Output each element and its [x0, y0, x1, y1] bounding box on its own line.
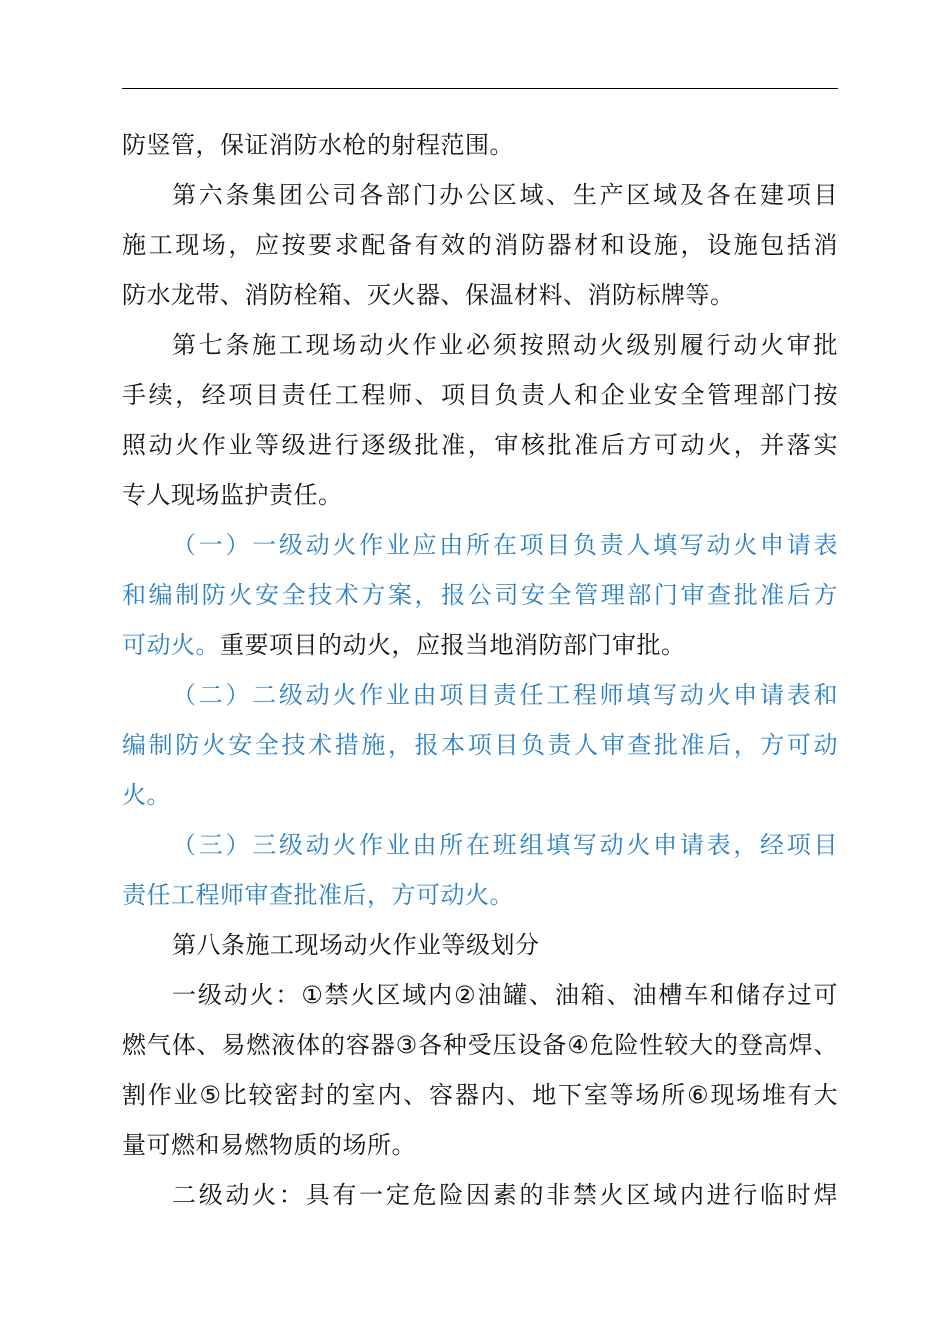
article-8-heading: 第八条施工现场动火作业等级划分 — [172, 931, 540, 959]
article-7-line: 第七条施工现场动火作业必须按照动火级别履行动火审批 — [172, 331, 838, 359]
level-1-line: 量可燃和易燃物质的场所。 — [122, 1131, 416, 1159]
article-6-line: 第六条集团公司各部门办公区域、生产区域及各在建项目 — [172, 181, 838, 209]
text-line: 施工现场，应按要求配备有效的消防器材和设施，设施包括消 — [122, 231, 838, 259]
text-line: 防竖管，保证消防水枪的射程范围。 — [122, 131, 514, 159]
text-line: 照动火作业等级进行逐级批准，审核批准后方可动火，并落实 — [122, 431, 838, 459]
header-rule — [122, 88, 838, 89]
highlighted-text: 可动火。 — [122, 631, 220, 659]
clause-1-line: （一）一级动火作业应由所在项目负责人填写动火申请表 — [172, 531, 838, 559]
clause-3-line: 责任工程师审查批准后，方可动火。 — [122, 881, 514, 909]
clause-1-line: 和编制防火安全技术方案，报公司安全管理部门审查批准后方 — [122, 581, 838, 609]
clause-2-line: （二）二级动火作业由项目责任工程师填写动火申请表和 — [172, 681, 838, 709]
text-line: 手续，经项目责任工程师、项目负责人和企业安全管理部门按 — [122, 381, 838, 409]
clause-2-line: 火。 — [122, 781, 171, 809]
level-1-line: 一级动火：①禁火区域内②油罐、油箱、油槽车和储存过可 — [172, 981, 838, 1009]
clause-2-line: 编制防火安全技术措施，报本项目负责人审查批准后，方可动 — [122, 731, 838, 759]
plain-text: 重要项目的动火，应报当地消防部门审批。 — [220, 631, 686, 659]
clause-1-mixed-line — [122, 620, 838, 670]
text-line: 防水龙带、消防栓箱、灭火器、保温材料、消防标牌等。 — [122, 281, 735, 309]
document-body — [122, 120, 838, 1220]
level-1-line: 燃气体、易燃液体的容器③各种受压设备④危险性较大的登高焊、 — [122, 1031, 838, 1059]
text-line: 专人现场监护责任。 — [122, 481, 343, 509]
level-1-line: 割作业⑤比较密封的室内、容器内、地下室等场所⑥现场堆有大 — [122, 1081, 838, 1109]
level-2-line: 二级动火：具有一定危险因素的非禁火区域内进行临时焊 — [172, 1181, 838, 1209]
clause-3-line: （三）三级动火作业由所在班组填写动火申请表，经项目 — [172, 831, 838, 859]
